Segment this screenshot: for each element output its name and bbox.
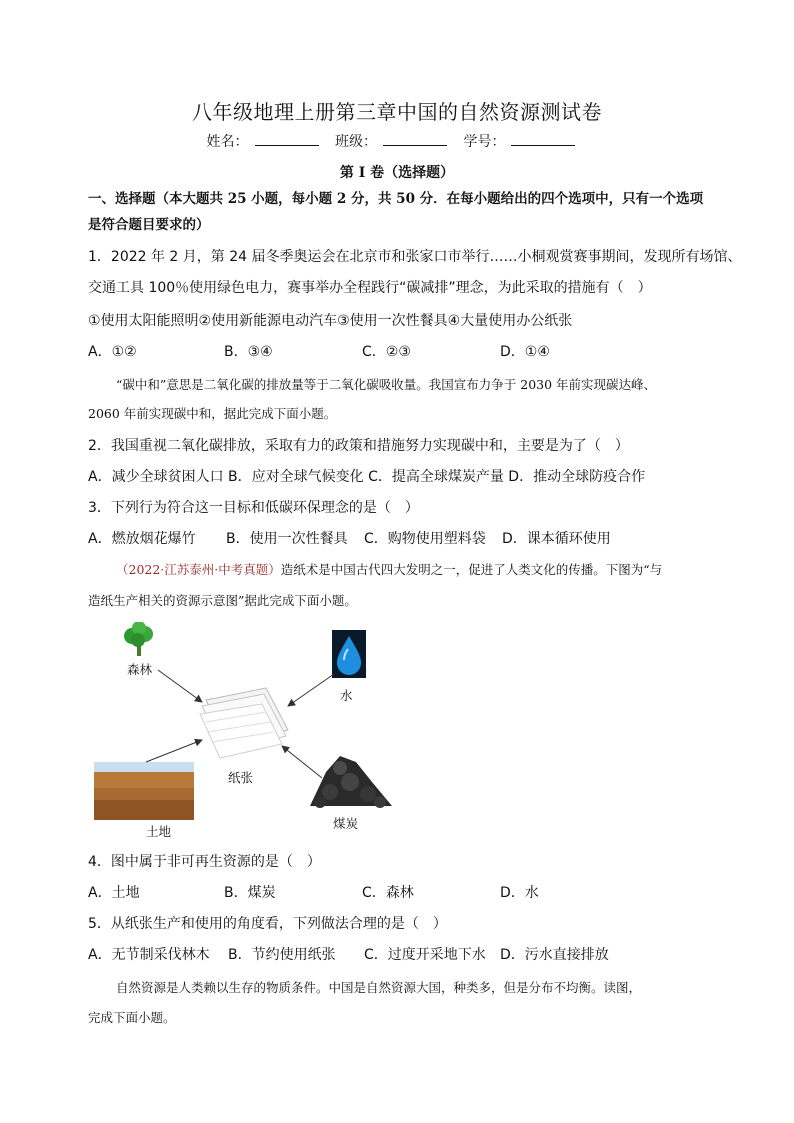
material1-line2: 2060 年前实现碳中和，据此完成下面小题。	[88, 406, 337, 421]
section-heading-line1: 一、选择题（本大题共 25 小题，每小题 2 分，共 50 分．在每小题给出的四个选项中，只有一个选项	[88, 191, 704, 207]
q1-measures: ①使用太阳能照明②使用新能源电动汽车③使用一次性餐具④大量使用办公纸张	[88, 313, 573, 329]
section-heading-line2: 是符合题目要求的）	[88, 217, 210, 233]
volume-heading: 第 I 卷（选择题）	[339, 165, 455, 181]
arrow-forest-to-paper	[158, 670, 202, 702]
diagram-graphics	[88, 622, 408, 836]
q4-stem: 4．图中属于非可再生资源的是（ ）	[88, 854, 321, 870]
arrow-land-to-paper	[146, 740, 202, 762]
q5-option-a[interactable]: A．无节制采伐林木	[88, 947, 210, 963]
id-label: 学号：	[463, 134, 506, 150]
class-blank[interactable]	[383, 133, 447, 146]
q1-option-b[interactable]: B．③④	[224, 344, 273, 360]
forest-label: 森林	[127, 662, 153, 677]
q3-stem: 3．下列行为符合这一目标和低碳环保理念的是（ ）	[88, 500, 419, 516]
water-drop-icon	[332, 630, 366, 678]
q4-option-a[interactable]: A．土地	[88, 885, 140, 901]
q3-option-d[interactable]: D．课本循环使用	[502, 531, 611, 547]
q4-option-d[interactable]: D．水	[500, 885, 539, 901]
material2-source: （2022·江苏泰州·中考真题）	[116, 562, 281, 577]
q3-option-b[interactable]: B．使用一次性餐具	[226, 531, 348, 547]
land-label: 土地	[146, 824, 172, 839]
arrow-coal-to-paper	[282, 746, 322, 778]
q2-stem: 2．我国重视二氧化碳排放，采取有力的政策和措施努力实现碳中和，主要是为了（ ）	[88, 438, 629, 454]
coal-icon	[310, 756, 392, 808]
paper-stack-icon	[200, 688, 288, 758]
q1-stem-line2: 交通工具 100％使用绿色电力，赛事举办全程践行“碳减排”理念，为此采取的措施有（ ）	[88, 280, 652, 296]
material3-line2: 完成下面小题。	[88, 1010, 176, 1025]
q5-stem: 5．从纸张生产和使用的角度看，下列做法合理的是（ ）	[88, 916, 447, 932]
q3-option-a[interactable]: A．燃放烟花爆竹	[88, 531, 196, 547]
q4-option-b[interactable]: B．煤炭	[224, 885, 276, 901]
name-blank[interactable]	[255, 133, 319, 146]
q1-option-c[interactable]: C．②③	[362, 344, 411, 360]
q2-options[interactable]: A．减少全球贫困人口 B．应对全球气候变化 C．提高全球煤炭产量 D．推动全球防疫合作	[88, 469, 646, 485]
material2-text: 造纸术是中国古代四大发明之一，促进了人类文化的传播。下图为“与	[280, 562, 663, 577]
material1-line1: “碳中和”意思是二氧化碳的排放量等于二氧化碳吸收量。我国宣布力争于 2030 年前实现碳达峰、	[116, 377, 657, 392]
class-label: 班级：	[335, 134, 377, 150]
student-info-line	[0, 131, 794, 151]
paper-resources-diagram	[88, 622, 408, 839]
material2-line1	[116, 560, 662, 578]
name-label: 姓名：	[206, 134, 249, 150]
q5-option-d[interactable]: D．污水直接排放	[500, 947, 609, 963]
q1-option-a[interactable]: A．①②	[88, 344, 137, 360]
q4-option-c[interactable]: C．森林	[362, 885, 414, 901]
forest-icon	[124, 622, 153, 656]
q1-stem-line1: 1．2022 年 2 月，第 24 届冬季奥运会在北京市和张家口市举行……小桐观赏赛事期间，发现所有场馆、	[88, 249, 742, 265]
water-label: 水	[340, 688, 353, 703]
q5-option-c[interactable]: C．过度开采地下水	[364, 947, 486, 963]
coal-label: 煤炭	[333, 816, 359, 831]
id-blank[interactable]	[511, 133, 575, 146]
arrow-water-to-paper	[288, 674, 334, 706]
material2-line2: 造纸生产相关的资源示意图”据此完成下面小题。	[88, 593, 357, 608]
land-icon	[94, 762, 194, 820]
material3-line1: 自然资源是人类赖以生存的物质条件。中国是自然资源大国，种类多，但是分布不均衡。读图，	[116, 980, 642, 995]
q1-option-d[interactable]: D．①④	[500, 344, 550, 360]
q5-option-b[interactable]: B．节约使用纸张	[228, 947, 336, 963]
paper-label: 纸张	[228, 770, 254, 785]
page-title: 八年级地理上册第三章中国的自然资源测试卷	[192, 100, 602, 124]
q3-option-c[interactable]: C．购物使用塑料袋	[364, 531, 486, 547]
